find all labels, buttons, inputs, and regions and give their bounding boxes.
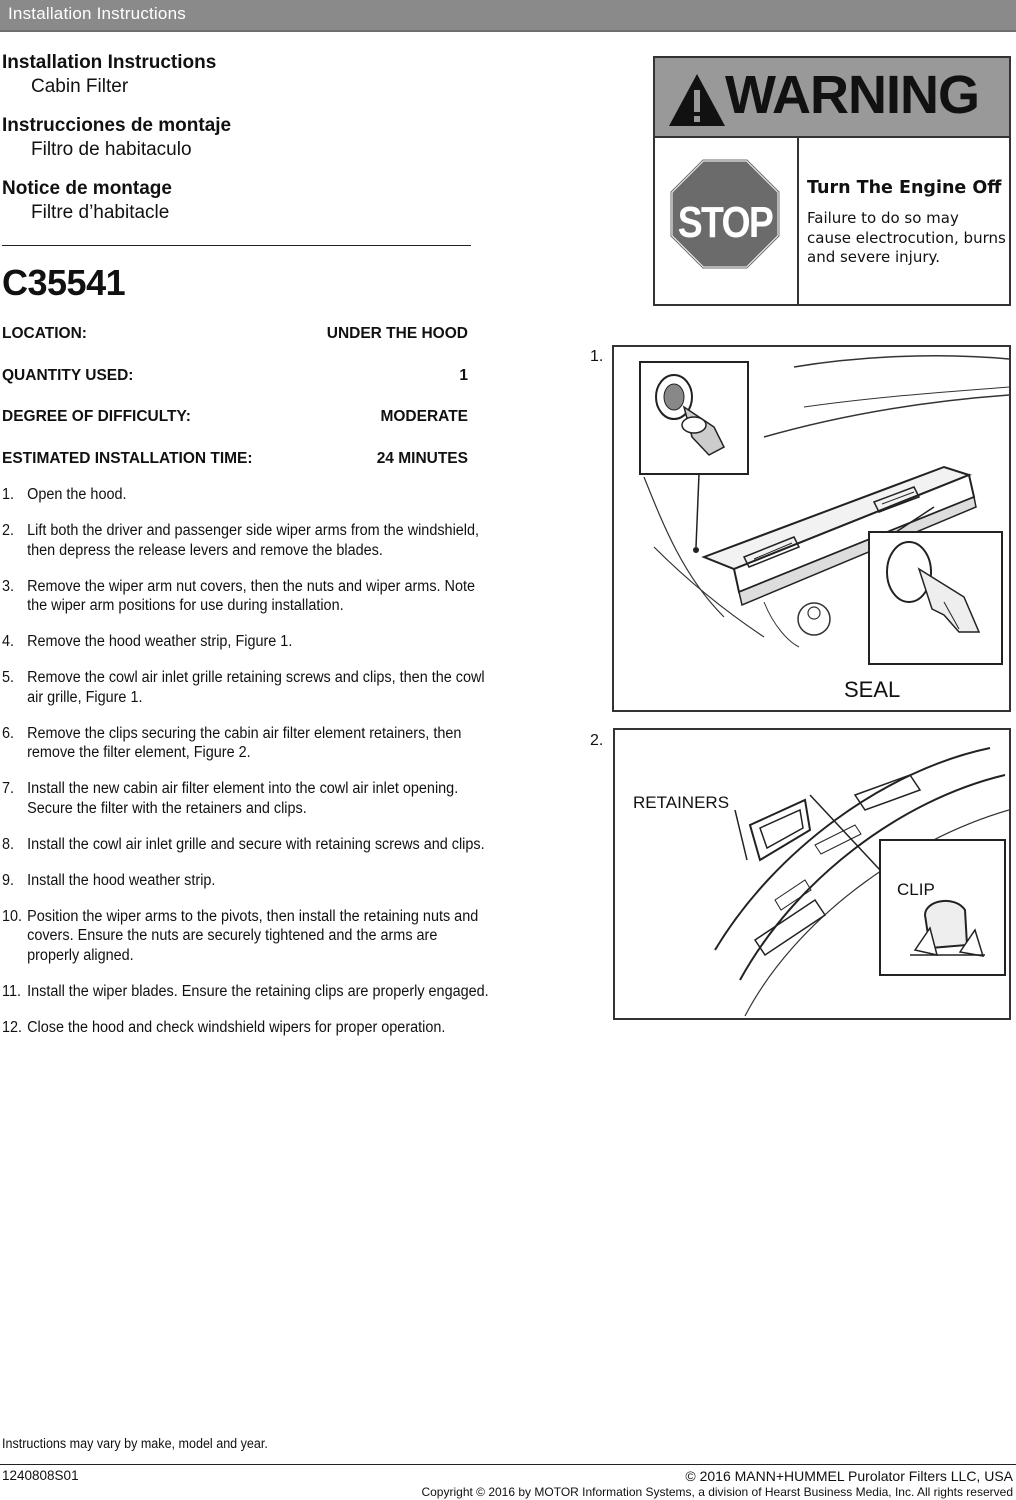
warning-divider xyxy=(797,138,799,304)
header-bar xyxy=(0,0,1016,32)
step-item xyxy=(2,668,492,707)
part-number: C35541 xyxy=(2,262,126,303)
step-number: 1. xyxy=(2,486,15,503)
step-item xyxy=(2,871,492,891)
step-text: Close the hood and check windshield wipers for proper operation. xyxy=(27,1018,446,1036)
document-code: 1240808S01 xyxy=(2,1468,79,1483)
divider xyxy=(2,245,471,246)
footer-note: Instructions may vary by make, model and year. xyxy=(2,1436,268,1451)
title-sub: Filtre d’habitacle xyxy=(31,202,170,223)
warning-box xyxy=(653,56,1011,306)
step-item xyxy=(2,577,492,616)
step-text: Install the cowl air inlet grille and secure with retaining screws and clips. xyxy=(27,835,485,853)
figure-1 xyxy=(612,345,1011,712)
copyright-line-1: © 2016 MANN+HUMMEL Purolator Filters LLC, USA xyxy=(685,1468,1013,1484)
spec-location xyxy=(2,325,468,347)
step-number: 11. xyxy=(2,982,21,1000)
step-text: Remove the hood weather strip, Figure 1. xyxy=(27,633,293,650)
spec-label: LOCATION: xyxy=(2,325,87,342)
step-text: Open the hood. xyxy=(27,486,127,503)
clip-label: CLIP xyxy=(897,880,935,899)
figure-2-number: 2. xyxy=(590,732,604,749)
step-number: 5. xyxy=(2,669,15,686)
spec-label: DEGREE OF DIFFICULTY: xyxy=(2,408,191,425)
retainers-label: RETAINERS xyxy=(633,793,730,812)
step-number: 12. xyxy=(2,1018,23,1036)
step-text: Lift both the driver and passenger side wiper arms from the windshield, then depress the release levers and remove the blades. xyxy=(27,522,480,559)
title-english xyxy=(2,51,216,99)
step-item xyxy=(2,1018,492,1038)
figure-2 xyxy=(613,728,1011,1020)
copyright-line-2: Copyright © 2016 by MOTOR Information Systems, a division of Hearst Business Media, Inc. All rights reserved xyxy=(421,1485,1013,1499)
spec-value: 24 MINUTES xyxy=(376,450,468,467)
step-item xyxy=(2,907,492,966)
title-main: Installation Instructions xyxy=(2,52,217,73)
spec-label: QUANTITY USED: xyxy=(2,367,134,384)
step-number: 10. xyxy=(2,907,23,925)
step-text: Remove the wiper arm nut covers, then the nuts and wiper arms. Note the wiper arm positions for use during installation. xyxy=(27,577,475,614)
step-item xyxy=(2,779,492,818)
footer-divider xyxy=(0,1464,1016,1465)
spec-label: ESTIMATED INSTALLATION TIME: xyxy=(2,450,253,467)
step-number: 2. xyxy=(2,522,15,539)
title-main: Notice de montage xyxy=(2,178,172,199)
step-text: Remove the clips securing the cabin air filter element retainers, then remove the filter element, Figure 2. xyxy=(27,724,462,761)
seal-label: SEAL xyxy=(844,677,901,702)
spec-quantity xyxy=(2,367,468,389)
warning-title: Turn The Engine Off xyxy=(807,178,1002,198)
figure-1-number: 1. xyxy=(590,348,604,365)
step-text: Install the new cabin air filter element into the cowl air inlet opening. Secure the filter with the retainers and clips. xyxy=(27,780,459,817)
header-title: Installation Instructions xyxy=(8,4,186,23)
step-item xyxy=(2,724,492,763)
spec-difficulty xyxy=(2,408,468,430)
warning-text: Failure to do so may cause electrocution, burns and severe injury. xyxy=(807,209,1006,266)
warning-heading: WARNING xyxy=(725,65,979,125)
stop-sign-label: STOP xyxy=(677,198,773,247)
title-spanish xyxy=(2,114,231,162)
step-item xyxy=(2,485,492,505)
step-item xyxy=(2,632,492,652)
step-item xyxy=(2,521,492,560)
step-item xyxy=(2,982,492,1002)
step-text: Install the wiper blades. Ensure the retaining clips are properly engaged. xyxy=(27,982,489,1000)
step-number: 4. xyxy=(2,633,15,650)
spec-value: MODERATE xyxy=(380,408,468,425)
step-number: 6. xyxy=(2,724,15,742)
step-number: 7. xyxy=(2,780,15,797)
step-text: Remove the cowl air inlet grille retaining screws and clips, then the cowl air grille, Figure 1. xyxy=(27,669,485,706)
step-number: 9. xyxy=(2,871,15,889)
title-main: Instrucciones de montaje xyxy=(2,115,232,136)
step-item xyxy=(2,835,492,855)
steps-list xyxy=(2,485,489,1054)
spec-time xyxy=(2,450,468,472)
title-french xyxy=(2,177,172,225)
figure-2-drawing xyxy=(615,730,1009,1018)
figure-1-drawing xyxy=(614,347,1009,710)
step-text: Position the wiper arms to the pivots, then install the retaining nuts and covers. Ensure the nuts are securely tightened and the arms are properly aligned. xyxy=(27,907,479,964)
step-text: Install the hood weather strip. xyxy=(27,871,216,889)
warning-header xyxy=(655,58,1009,138)
spec-value: 1 xyxy=(459,367,468,384)
warning-triangle-icon xyxy=(667,70,727,130)
title-sub: Filtro de habitaculo xyxy=(31,139,192,160)
spec-value: UNDER THE HOOD xyxy=(326,325,468,342)
title-sub: Cabin Filter xyxy=(31,76,129,97)
step-number: 3. xyxy=(2,577,15,595)
step-number: 8. xyxy=(2,835,15,853)
